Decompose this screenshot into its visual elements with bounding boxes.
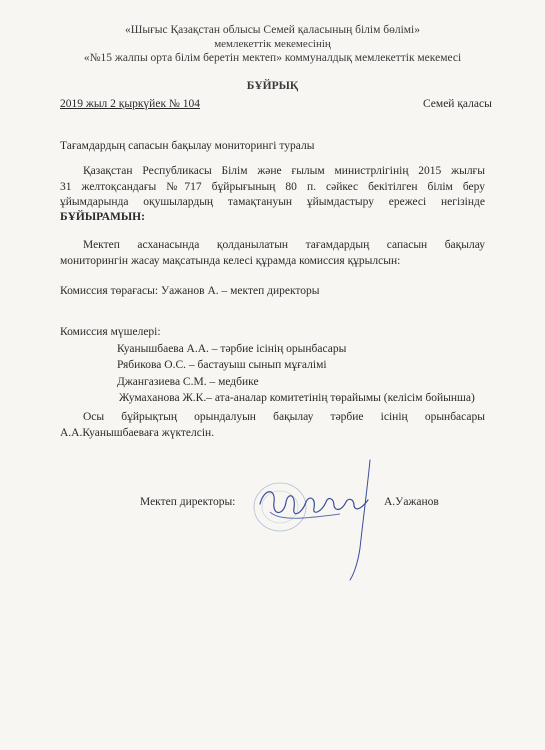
preamble-line-3: ұйымдарында оқушылардың тамақтануын ұйымдастыру ережесі негізінде: [60, 196, 485, 208]
signature-stroke: [260, 492, 368, 514]
date-number: 2019 жыл 2 қыркүйек № 104: [60, 98, 201, 110]
clause1-line-1: Мектеп асханасында қолданылатын тағамдардың сапасын бақылау: [83, 239, 485, 251]
control-line-2: А.А.Куанышбаеваға жүктелсін.: [60, 427, 215, 439]
header-line-3: «№15 жалпы орта білім беретін мектеп» коммуналдық мемлекеттік мекемесі: [83, 52, 462, 64]
signature-tail-stroke: [350, 460, 370, 580]
control-line-1: Осы бұйрықтың орындалуын бақылау тәрбие ісінің орынбасары: [83, 411, 485, 423]
preamble-line-1: Қазақстан Республикасы Білім және ғылым министрлігінің 2015 жылғы: [83, 165, 485, 177]
member-item: Джангазиева С.М. – медбике: [117, 376, 259, 388]
header-line-1: «Шығыс Қазақстан облысы Семей қаласының білім бөлімі»: [125, 24, 420, 36]
clause1-line-2: мониторингін жасау мақсатында келесі құрамда комиссия құрылсын:: [60, 255, 401, 267]
member-item: Жумаханова Ж.К.– ата-аналар комитетінің төрайымы (келісім бойынша): [119, 392, 475, 404]
member-item: Куанышбаева А.А. – тәрбие ісінің орынбасары: [117, 343, 347, 355]
signature-name: А.Уажанов: [384, 496, 439, 508]
doc-type-title: БҰЙРЫҚ: [246, 80, 299, 92]
city-name: Семей қаласы: [423, 98, 492, 110]
member-item: Рябикова О.С. – бастауыш сынып мұғалімі: [117, 359, 327, 371]
order-subject: Тағамдардың сапасын бақылау мониторингі туралы: [60, 140, 315, 152]
commission-chair: Комиссия төрағасы: Уажанов А. – мектеп директоры: [60, 285, 320, 297]
members-title: Комиссия мүшелері:: [60, 326, 161, 338]
preamble-line-2: 31 желтоқсандағы №717 бұйрығының 80 п. сәйкес бекітілген білім беру: [60, 181, 485, 193]
header-line-2: мемлекеттік мекемесінің: [214, 38, 331, 50]
order-word: БҰЙЫРАМЫН:: [60, 211, 145, 223]
signature-stamp-graphic: [250, 452, 390, 582]
signature-title: Мектеп директоры:: [140, 496, 236, 508]
